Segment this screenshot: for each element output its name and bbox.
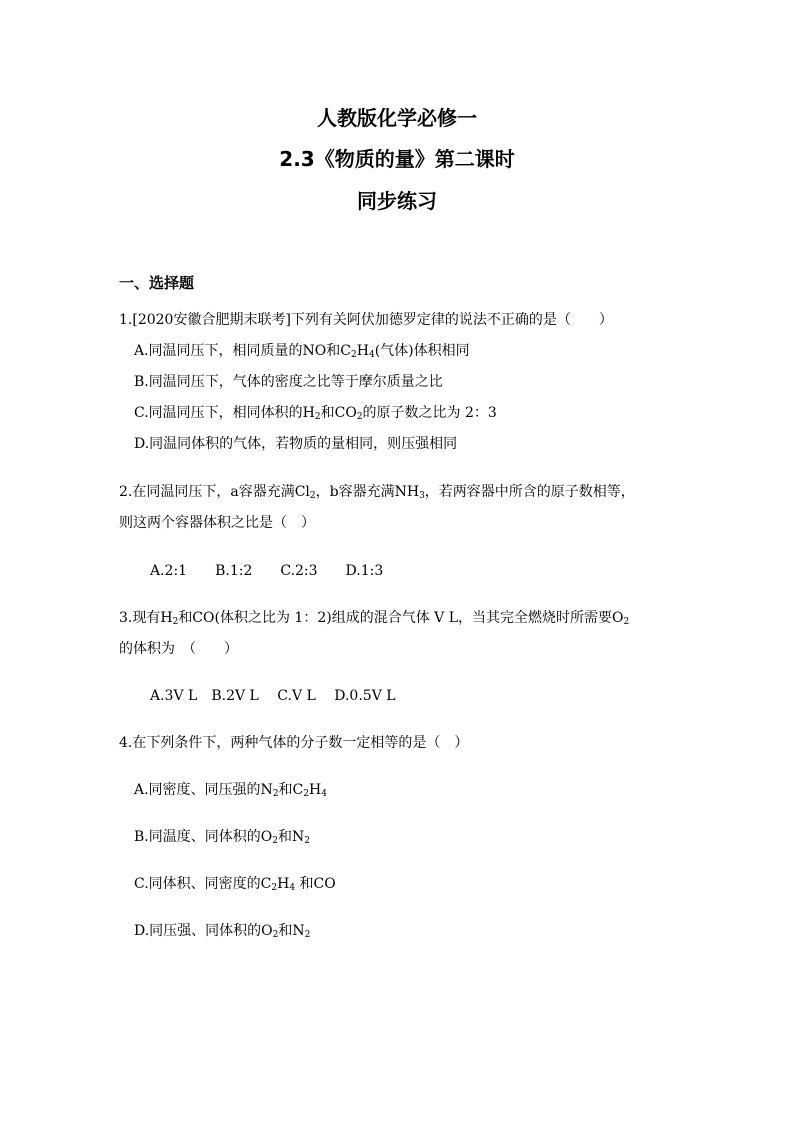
q1-option-a: A.同温同压下，相同质量的NO和$C_2H_4$(气体)体积相同 [134,343,470,360]
q2-stem-line1: 2.在同温同压下，a容器充满$Cl_2$，b容器充满$NH_3$，若两容器中所含的原子数相等， [119,484,635,501]
q1-option-c: C.同温同压下，相同体积的$H_2$和$CO_2$的原子数之比为 2：3 [134,405,497,422]
exercise-title: 同步练习 [357,189,437,213]
q4-option-d: D.同压强、同体积的$O_2$和$N_2$ [134,923,311,940]
q3-stem-line1: 3.现有$H_2$和CO(体积之比为 1：2)组成的混合气体 V L，当其完全燃烧时所需要$O_2$ [119,610,630,627]
q4-stem: 4.在下列条件下，两种气体的分子数一定相等的是（ ） [119,735,469,751]
q4-option-a: A.同密度、同压强的$N_2$和$C_2H_4$ [134,782,327,799]
q3-options: A.3V L B.2V L C.V L D.0.5V L [150,688,396,704]
section-heading: 一、选择题 [119,274,195,292]
q4-option-c: C.同体积、同密度的$C_2H_4$ 和CO [134,876,336,893]
q4-option-b: B.同温度、同体积的$O_2$和$N_2$ [134,829,310,846]
q2-options: A.2:1 B.1:2 C.2:3 D.1:3 [150,563,384,579]
q2-stem-line2: 则这两个容器体积之比是（ ） [119,515,315,531]
q3-stem-line2: 的体积为 （ ） [119,641,238,657]
lesson-title: 2.3《物质的量》第二课时 [279,147,515,171]
q1-option-b: B.同温同压下，气体的密度之比等于摩尔质量之比 [134,374,443,390]
page-title: 人教版化学必修一 [317,106,477,130]
q1-stem: 1.[2020安徽合肥期末联考]下列有关阿伏加德罗定律的说法不正确的是（ ） [119,312,613,328]
q1-option-d: D.同温同体积的气体，若物质的量相同，则压强相同 [134,436,458,452]
